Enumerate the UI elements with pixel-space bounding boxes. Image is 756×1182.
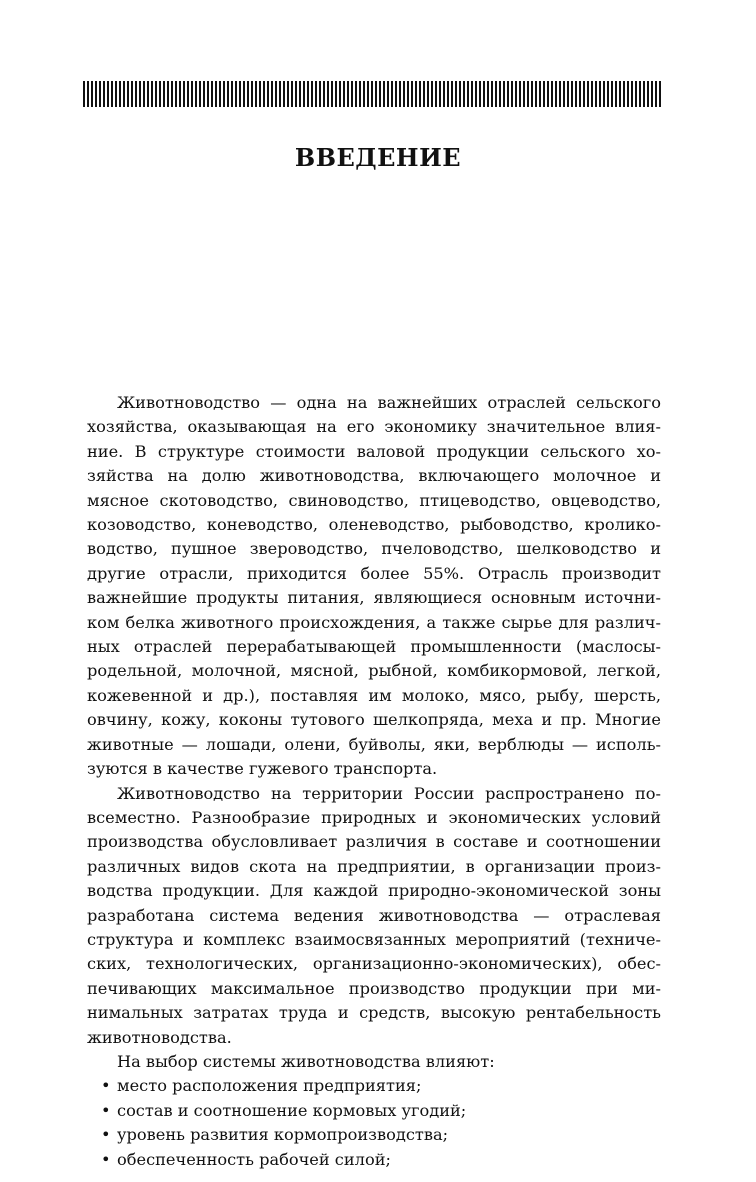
factors-list bbox=[87, 1074, 661, 1172]
bullet-icon: • bbox=[101, 1125, 111, 1145]
page-title: ВВЕДЕНИЕ bbox=[294, 143, 462, 172]
list-item bbox=[87, 1123, 661, 1147]
bullet-icon: • bbox=[101, 1149, 111, 1169]
header-ornament-bar bbox=[83, 81, 663, 107]
main-text bbox=[87, 391, 661, 1172]
bullet-icon: • bbox=[101, 1076, 111, 1096]
paragraph-intro: Животноводство — одна на важнейших отраслей сельского хозяйства, оказывающая на его экономику значительное влияние. В структуре стоимости валовой продукции сельского хозяйства на долю животноводства, включающего молочное и мясное скотоводство, свиноводство, птицеводство, овцеводство, козоводство, коневодство, оленеводство, рыбоводство, кролиководство, пушное звероводство, пчеловодство, шелководство и другие отрасли, приходится более 55%. Отрасль производит важнейшие продукты питания, являющиеся основным источником белка животного происхождения, а также сырье для различных отраслей перерабатывающей промышленности (маслосыродельной, молочной, мясной, рыбной, комбикормовой, легкой, кожевенной и др.), поставляя им молоко, мясо, рыбу, шерсть, овчину, кожу, коконы тутового шелкопряда, меха и пр. Многие животные — лошади, олени, буйволы, яки, верблюды — используются в качестве гужевого транспорта. bbox=[87, 393, 661, 779]
list-item bbox=[87, 1099, 661, 1123]
list-item-text: уровень развития кормопроизводства; bbox=[117, 1125, 449, 1145]
list-item bbox=[87, 1148, 661, 1172]
list-item-text: место расположения предприятия; bbox=[117, 1076, 422, 1096]
paragraph-list-intro: На выбор системы животноводства влияют: bbox=[117, 1051, 495, 1071]
list-item-text: обеспеченность рабочей силой; bbox=[117, 1149, 391, 1169]
list-item-text: состав и соотношение кормовых угодий; bbox=[117, 1100, 467, 1120]
paragraph-russia: Животноводство на территории России распространено повсеместно. Разнообразие природных и экономических условий производства обусловливает различия в составе и соотношении различных видов скота на предприятии, в организации производства продукции. Для каждой природно-экономической зоны разработана система ведения животноводства — отраслевая структура и комплекс взаимосвязанных мероприятий (технических, технологических, организационно-экономических), обеспечивающих максимальное производство продукции при минимальных затратах труда и средств, высокую рентабельность животноводства. bbox=[87, 783, 661, 1047]
list-item bbox=[87, 1074, 661, 1098]
bullet-icon: • bbox=[101, 1100, 111, 1120]
